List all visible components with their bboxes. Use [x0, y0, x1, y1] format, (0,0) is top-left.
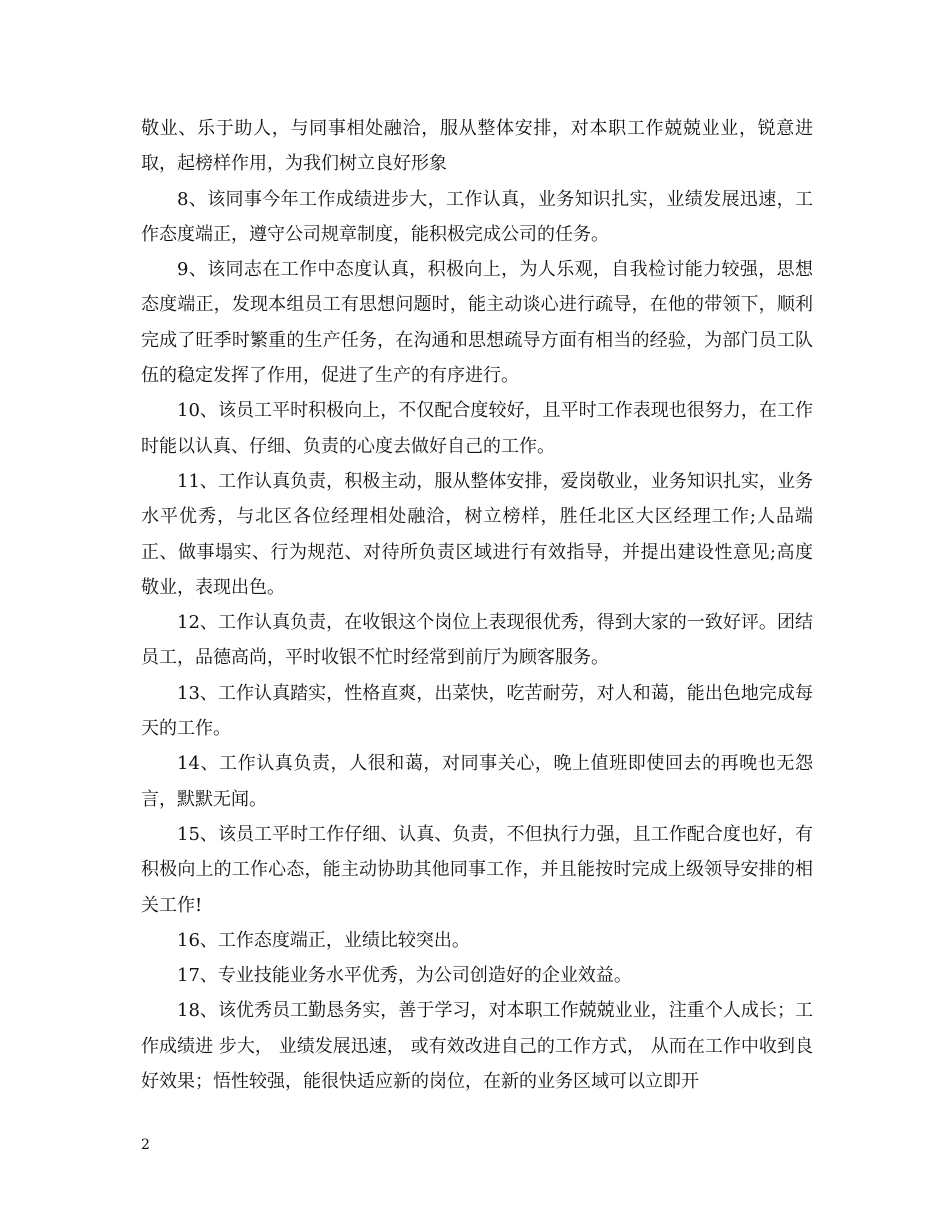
- paragraph-item-10: 10、该员工平时积极向上，不仅配合度较好，且平时工作表现也很努力，在工作时能以认真、仔细、负责的心度去做好自己的工作。: [141, 400, 813, 457]
- page-number: 2: [141, 1137, 150, 1153]
- paragraph-item-9: 9、该同志在工作中态度认真，积极向上，为人乐观，自我检讨能力较强，思想态度端正，发现本组员工有思想问题时，能主动谈心进行疏导，在他的带领下，顺利完成了旺季时繁重的生产任务，在沟通和思想疏导方面有相当的经验，为部门员工队伍的稳定发挥了作用，促进了生产的有序进行。: [141, 259, 813, 387]
- paragraph-item-12: 12、工作认真负责，在收银这个岗位上表现很优秀，得到大家的一致好评。团结员工，品德高尚，平时收银不忙时经常到前厅为顾客服务。: [141, 612, 813, 669]
- document-body: [141, 111, 813, 1099]
- paragraph-item-11: 11、工作认真负责，积极主动，服从整体安排，爱岗敬业，业务知识扎实，业务水平优秀，与北区各位经理相处融洽，树立榜样，胜任北区大区经理工作;人品端正、做事塌实、行为规范、对待所负责区域进行有效指导，并提出建设性意见;高度敬业，表现出色。: [141, 470, 813, 598]
- paragraph-item-18: 18、该优秀员工勤恳务实，善于学习，对本职工作兢兢业业，注重个人成长；工作成绩进 步大， 业绩发展迅速， 或有效改进自己的工作方式， 从而在工作中收到良好效果；悟性较强，能很快适应新的岗位，在新的业务区域可以立即开: [141, 1000, 813, 1093]
- paragraph-item-14: 14、工作认真负责，人很和蔼，对同事关心，晚上值班即使回去的再晚也无怨言，默默无闻。: [141, 753, 813, 810]
- paragraph-item-15: 15、该员工平时工作仔细、认真、负责，不但执行力强，且工作配合度也好，有积极向上的工作心态，能主动协助其他同事工作，并且能按时完成上级领导安排的相关工作!: [141, 823, 813, 916]
- paragraph-item-13: 13、工作认真踏实，性格直爽，出菜快，吃苦耐劳，对人和蔼，能出色地完成每天的工作。: [141, 682, 813, 740]
- paragraph-item-16: 16、工作态度端正，业绩比较突出。: [177, 929, 470, 951]
- paragraph-continuation: 敬业、乐于助人，与同事相处融洽，服从整体安排，对本职工作兢兢业业，锐意进取，起榜样作用，为我们树立良好形象: [141, 118, 813, 175]
- paragraph-item-17: 17、专业技能业务水平优秀，为公司创造好的企业效益。: [177, 965, 632, 987]
- paragraph-item-8: 8、该同事今年工作成绩进步大，工作认真，业务知识扎实，业绩发展迅速，工作态度端正，遵守公司规章制度，能积极完成公司的任务。: [141, 188, 813, 245]
